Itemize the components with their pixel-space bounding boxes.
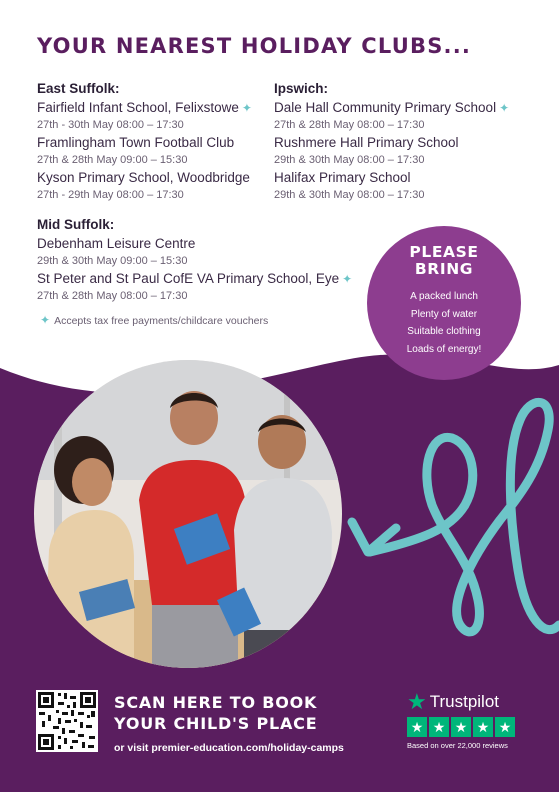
list-item: Loads of energy! <box>406 343 482 355</box>
venue-name: Debenham Leisure Centre <box>37 236 196 251</box>
rating-stars <box>407 717 523 737</box>
trustpilot-badge <box>407 689 523 750</box>
children-photo <box>34 360 342 668</box>
please-bring-title: PLEASE BRING <box>409 243 479 278</box>
please-bring-list <box>367 288 521 358</box>
region-title-east-suffolk: East Suffolk: <box>37 81 120 96</box>
venue-dates: 27th & 28th May 09:00 – 15:30 <box>37 154 188 166</box>
sparkle-icon: ✦ <box>342 272 353 286</box>
qr-code[interactable] <box>36 690 98 752</box>
booking-link[interactable]: or visit premier-education.com/holiday-camps <box>114 742 344 754</box>
cta-title: SCAN HERE TO BOOK YOUR CHILD'S PLACE <box>114 693 318 733</box>
trustpilot-logo: ★ Trustpilot <box>407 689 500 714</box>
region-title-mid-suffolk: Mid Suffolk: <box>37 217 115 232</box>
page-title: YOUR NEAREST HOLIDAY CLUBS... <box>37 34 472 58</box>
venue-dates: 29th & 30th May 09:00 – 15:30 <box>37 255 188 267</box>
venue-name: St Peter and St Paul CofE VA Primary School, Eye ✦ <box>37 271 353 286</box>
list-item: Suitable clothing <box>407 326 481 337</box>
venue-dates: 29th & 30th May 08:00 – 17:30 <box>274 189 425 201</box>
venue-dates: 27th - 30th May 08:00 – 17:30 <box>37 119 184 131</box>
sparkle-icon: ✦ <box>499 101 510 115</box>
booking-cta <box>114 692 344 754</box>
star-icon: ★ <box>495 717 515 737</box>
venue-name: Kyson Primary School, Woodbridge <box>37 170 250 185</box>
list-item: A packed lunch <box>410 291 478 302</box>
star-icon: ★ <box>451 717 471 737</box>
sparkle-icon: ✦ <box>40 313 51 327</box>
star-icon: ★ <box>407 717 427 737</box>
tax-free-note: ✦ Accepts tax free payments/childcare vouchers <box>40 313 269 327</box>
venue-dates: 29th & 30th May 08:00 – 17:30 <box>274 154 425 166</box>
venue-name: Dale Hall Community Primary School ✦ <box>274 100 510 115</box>
venue-name: Rushmere Hall Primary School <box>274 135 459 150</box>
review-count: Based on over 22,000 reviews <box>407 741 508 750</box>
venue-dates: 27th & 28th May 08:00 – 17:30 <box>274 119 425 131</box>
please-bring-badge <box>367 226 521 380</box>
star-icon: ★ <box>407 689 427 714</box>
sparkle-icon: ✦ <box>241 101 252 115</box>
venue-dates: 27th - 29th May 08:00 – 17:30 <box>37 189 184 201</box>
venue-name: Fairfield Infant School, Felixstowe ✦ <box>37 100 252 115</box>
venue-name: Framlingham Town Football Club <box>37 135 235 150</box>
star-icon: ★ <box>429 717 449 737</box>
venue-name: Halifax Primary School <box>274 170 411 185</box>
venue-dates: 27th & 28th May 08:00 – 17:30 <box>37 290 188 302</box>
star-icon: ★ <box>473 717 493 737</box>
children-illustration <box>34 360 342 668</box>
region-title-ipswich: Ipswich: <box>274 81 329 96</box>
list-item: Plenty of water <box>410 308 478 320</box>
